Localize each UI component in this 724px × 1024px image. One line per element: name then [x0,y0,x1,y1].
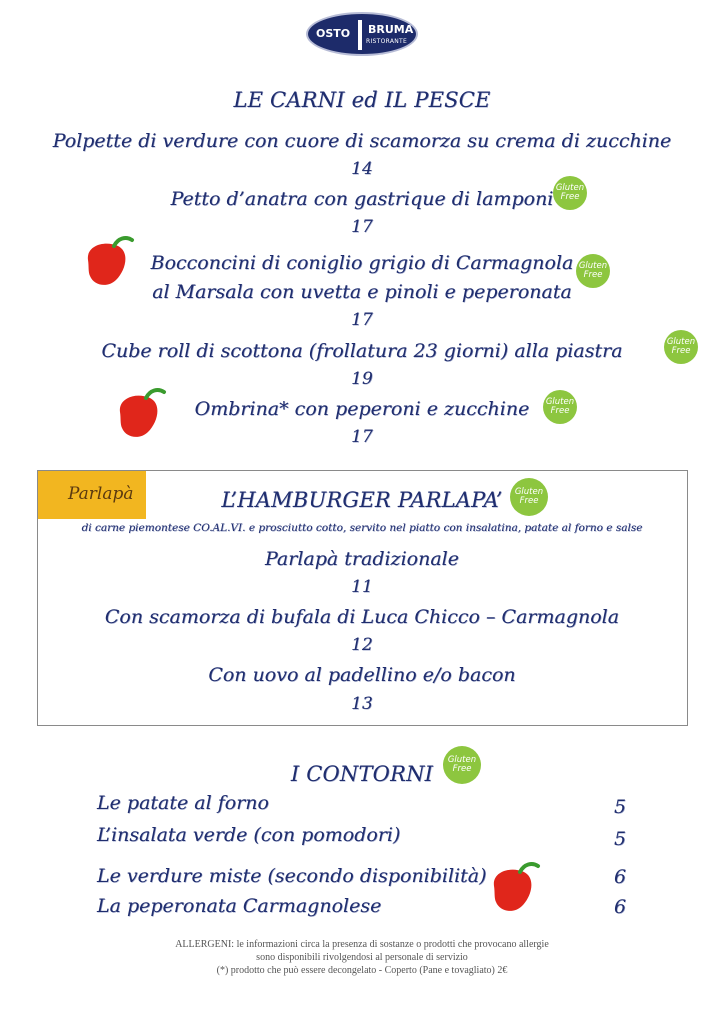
price-patate: 5 [614,796,627,818]
price-insalata: 5 [614,828,627,850]
parlapa-logo: Parlapà [38,471,146,519]
gluten-free-icon: Gluten Free [510,478,548,516]
price-uovo-bacon: 13 [351,694,373,714]
dish-polpette: Polpette di verdure con cuore di scamorza su crema di zucchine [52,130,672,152]
logo-subtext: RISTORANTE [366,38,408,45]
price-scamorza-bufala: 12 [351,635,373,655]
gluten-free-icon: Gluten Free [664,330,698,364]
price-verdure: 6 [614,866,627,888]
contorno-peperonata: La peperonata Carmagnolese [97,895,382,917]
contorno-insalata: L’insalata verde (con pomodori) [97,824,401,846]
section-title-hamburger: L’HAMBURGER PARLAPA’ [221,488,503,512]
dish-anatra: Petto d’anatra con gastrique di lamponi [170,188,554,210]
gluten-free-icon: Gluten Free [553,176,587,210]
price-anatra: 17 [351,217,373,237]
chili-pepper-icon [484,858,544,918]
gluten-free-icon: Gluten Free [443,746,481,784]
dish-ombrina: Ombrina* con peperoni e zucchine [194,398,530,420]
price-parlapa-tradizionale: 11 [351,577,373,597]
contorno-verdure: Le verdure miste (secondo disponibilità) [97,865,487,887]
gluten-free-icon: Gluten Free [543,390,577,424]
logo-text-right: BRUMA [368,23,414,36]
dish-coniglio-line2: al Marsala con uvetta e pinoli e peperonata [152,281,572,303]
section-title-contorni: I CONTORNI [290,762,434,786]
dish-coniglio-line1: Bocconcini di coniglio grigio di Carmagnola [150,252,574,274]
contorno-patate: Le patate al forno [97,792,269,814]
price-cube-roll: 19 [351,369,373,389]
gluten-free-icon: Gluten Free [576,254,610,288]
dish-scamorza-bufala: Con scamorza di bufala di Luca Chicco – Carmagnola [104,606,620,628]
allergeni-note: ALLERGENI: le informazioni circa la presenza di sostanze o prodotti che provocano allergie sono disponibili rivolgendosi al personale di servizio (*) prodotto che può essere decongelato - Coperto (Pane e tovagliato) 2€ [175,939,549,976]
price-coniglio: 17 [351,310,373,330]
price-ombrina: 17 [351,427,373,447]
dish-uovo-bacon: Con uovo al padellino e/o bacon [208,664,516,686]
logo-text-left: OSTO [316,27,351,40]
restaurant-logo [306,12,418,56]
hamburger-subtitle: di carne piemontese CO.AL.VI. e prosciutto cotto, servito nel piatto con insalatina, patate al forno e salse [81,522,643,534]
dish-cube-roll: Cube roll di scottona (frollatura 23 giorni) alla piastra [101,340,623,362]
section-title-carni: LE CARNI ed IL PESCE [233,88,491,112]
price-polpette: 14 [351,159,373,179]
price-peperonata: 6 [614,896,627,918]
logo-tower-icon [358,20,362,50]
dish-parlapa-tradizionale: Parlapà tradizionale [265,548,459,570]
